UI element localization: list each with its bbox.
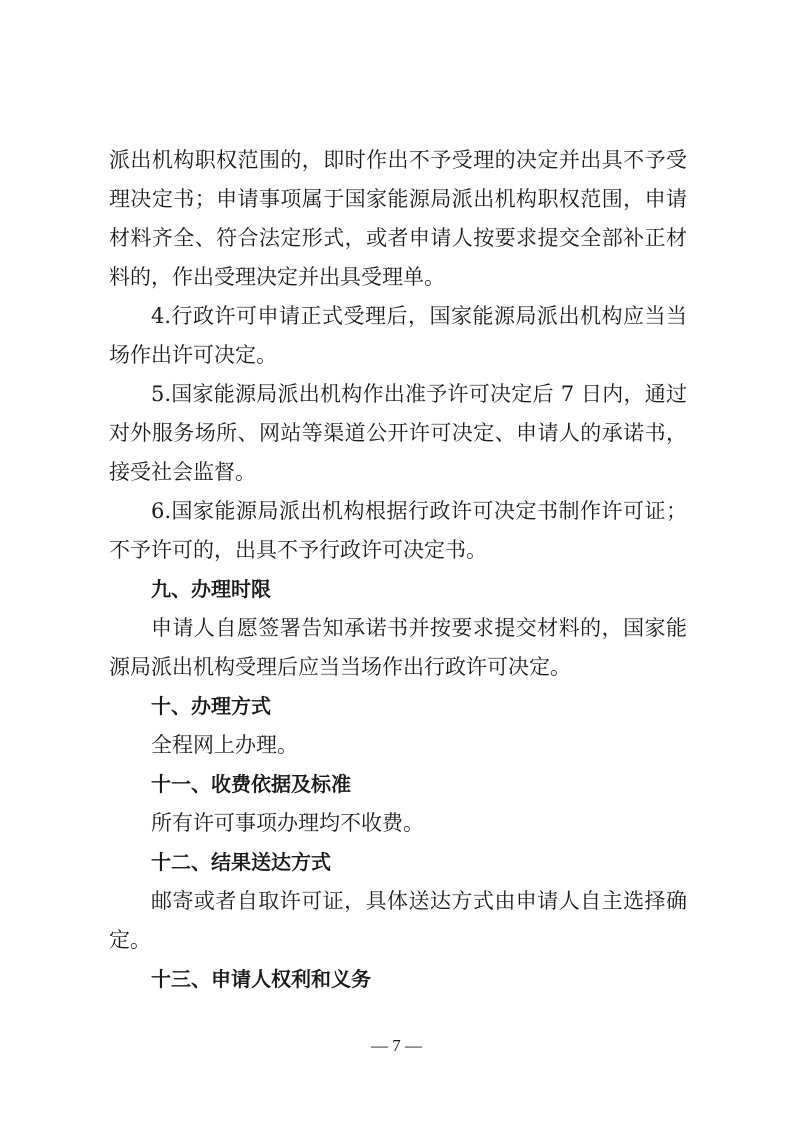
- paragraph-line: 全程网上办理。: [151, 733, 298, 757]
- paragraph-line: 场作出许可决定。: [109, 343, 277, 367]
- paragraph-line: 对外服务场所、网站等渠道公开许可决定、申请人的承诺书，: [109, 421, 687, 445]
- paragraph-line: 申请人自愿签署告知承诺书并按要求提交材料的，国家能: [151, 616, 687, 640]
- section-heading: 十三、申请人权利和义务: [151, 967, 371, 991]
- paragraph-line: 6.国家能源局派出机构根据行政许可决定书制作许可证；: [151, 499, 687, 523]
- paragraph-line: 料的，作出受理决定并出具受理单。: [109, 265, 445, 289]
- paragraph-line: 不予许可的，出具不予行政许可决定书。: [109, 538, 487, 562]
- paragraph-line: 所有许可事项办理均不收费。: [151, 811, 424, 835]
- section-heading: 十二、结果送达方式: [151, 850, 331, 874]
- paragraph-line: 派出机构职权范围的，即时作出不予受理的决定并出具不予受: [109, 148, 687, 172]
- section-heading: 九、办理时限: [151, 577, 271, 601]
- paragraph-line: 材料齐全、符合法定形式，或者申请人按要求提交全部补正材: [109, 226, 687, 250]
- paragraph-line: 源局派出机构受理后应当当场作出行政许可决定。: [109, 655, 571, 679]
- section-heading: 十一、收费依据及标准: [151, 772, 351, 796]
- page-body: [109, 141, 687, 999]
- page-number: — 7 —: [371, 1036, 422, 1055]
- paragraph-line: 接受社会监督。: [109, 460, 256, 484]
- paragraph-line: 理决定书；申请事项属于国家能源局派出机构职权范围，申请: [109, 187, 687, 211]
- paragraph-line: 5.国家能源局派出机构作出准予许可决定后 7 日内，通过: [151, 382, 687, 406]
- section-heading: 十、办理方式: [151, 694, 271, 718]
- paragraph-line: 4.行政许可申请正式受理后，国家能源局派出机构应当当: [151, 304, 687, 328]
- paragraph-line: 定。: [109, 928, 151, 952]
- paragraph-line: 邮寄或者自取许可证，具体送达方式由申请人自主选择确: [151, 889, 687, 913]
